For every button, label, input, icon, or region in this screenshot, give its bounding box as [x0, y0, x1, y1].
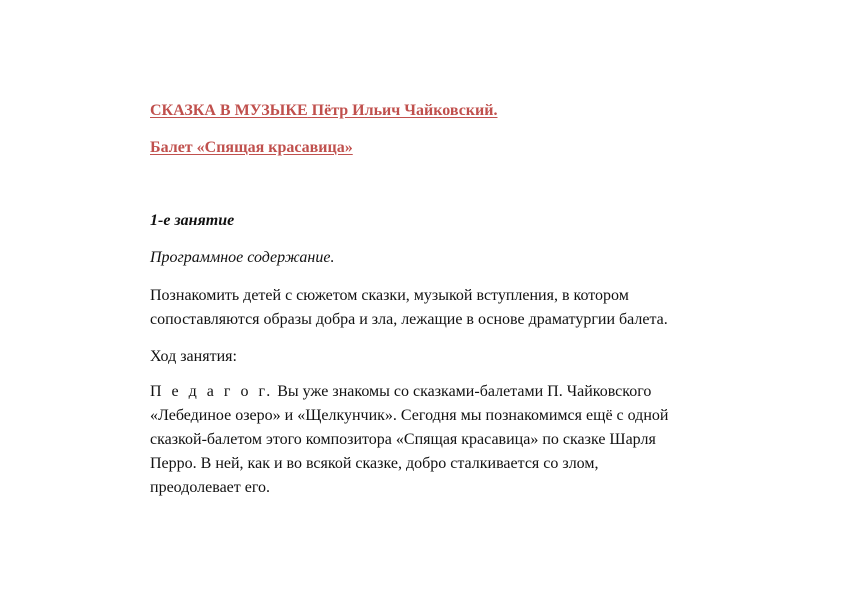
program-text-line-2: сопоставляются образы добра и зла, лежащие в основе драматургии балета.	[150, 311, 668, 328]
teacher-label: П е д а г о г.	[150, 383, 274, 400]
title-part-2: Пётр Ильич Чайковский.	[311, 102, 498, 119]
teacher-text-first: Вы уже знакомы со сказками-балетами П. Чайковского	[273, 383, 652, 400]
teacher-text-line-3: сказкой-балетом этого композитора «Спящая красавица» по сказке Шарля	[150, 431, 656, 448]
program-heading: Программное содержание.	[150, 249, 335, 266]
teacher-text-line-2: «Лебединое озеро» и «Щелкунчик». Сегодня мы познакомимся ещё с одной	[150, 407, 669, 424]
course-heading: Ход занятия:	[150, 348, 237, 365]
document-subtitle: Балет «Спящая красавица»	[150, 139, 353, 156]
program-text-line-1: Познакомить детей с сюжетом сказки, музыкой вступления, в котором	[150, 287, 629, 304]
document-title	[150, 100, 497, 122]
lesson-heading: 1-е занятие	[150, 212, 235, 229]
teacher-text-line-4: Перро. В ней, как и во всякой сказке, добро сталкивается со злом,	[150, 455, 599, 472]
teacher-text-line-5: преодолевает его.	[150, 479, 271, 496]
teacher-text-line-1	[150, 380, 651, 404]
title-part-1: СКАЗКА В МУЗЫКЕ	[150, 102, 308, 119]
